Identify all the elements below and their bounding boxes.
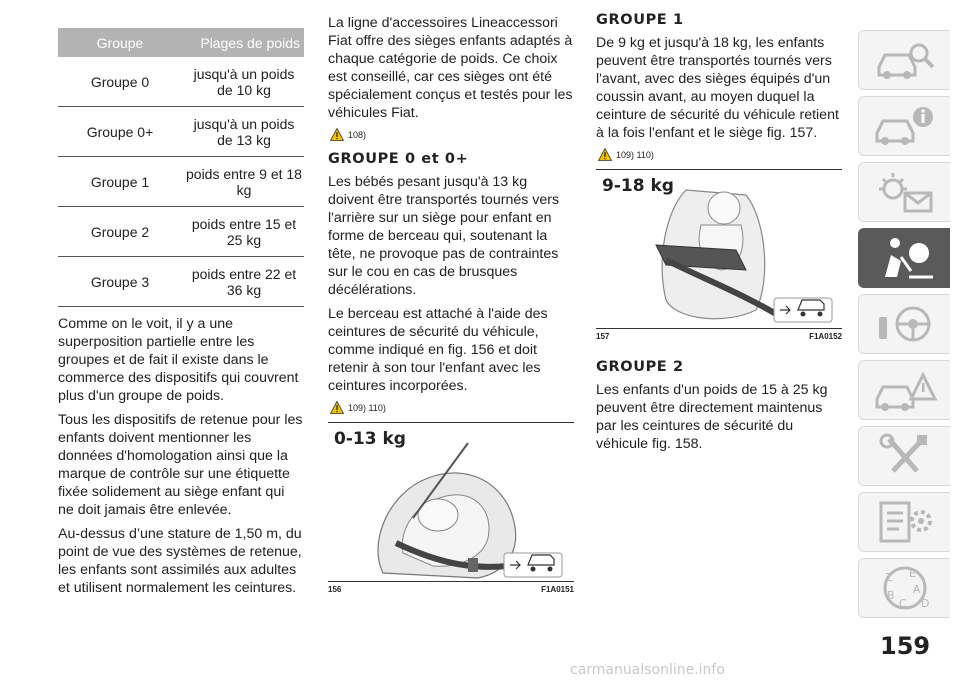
svg-text:E: E — [908, 567, 916, 580]
figure-caption — [596, 332, 842, 341]
sidebar-tab-alphabet-index[interactable] — [858, 558, 950, 618]
car-breakdown-icon — [869, 365, 941, 415]
svg-text:A: A — [912, 583, 921, 596]
figure-number: 156 — [328, 585, 342, 594]
warning-ref: 109) 110) — [616, 149, 654, 160]
paragraph: Les bébés pesant jusqu'à 13 kg doivent être transportés tournés vers l'arrière sur un siège pour enfant en forme de berceau qui, soutenant la tête, ne provoque pas de contraintes sur le cou en cas de brusques décélérations. — [328, 174, 560, 298]
table-row — [58, 107, 304, 157]
column-2 — [328, 14, 574, 594]
paragraph: Le berceau est attaché à l'aide des ceintures de sécurité du véhicule, comme indiqué en fig. 156 et doit retenir à son tour l'enfant avec les ceintures incorporées. — [328, 306, 548, 394]
car-search-icon — [869, 35, 941, 85]
watermark: carmanualsonline.info — [570, 662, 725, 678]
warning-note — [330, 128, 574, 141]
table-row — [58, 207, 304, 257]
warning-note — [330, 401, 574, 414]
figure-157 — [596, 169, 842, 329]
sidebar-tab-airbag-seat[interactable] — [858, 228, 950, 288]
figure-weight-label: 9-18 kg — [602, 176, 674, 196]
figure-weight-label: 0-13 kg — [334, 429, 406, 449]
table-cell-weight: poids entre 9 et 18 kg — [182, 157, 304, 207]
paragraph: Comme on le voit, il y a une superposition partielle entre les groupes et de fait il existe dans le commerce des dispositifs qui couvrent plus d'un groupe de poids. — [58, 316, 299, 404]
table-cell-weight: poids entre 15 et 25 kg — [182, 207, 304, 257]
column-1 — [58, 0, 304, 597]
sidebar-tab-car-breakdown[interactable] — [858, 360, 950, 420]
table-header-group: Groupe — [58, 28, 182, 57]
section-heading: GROUPE 0 et 0+ — [328, 151, 469, 167]
sidebar-tab-warning-lights[interactable] — [858, 162, 950, 222]
svg-text:B: B — [886, 589, 895, 602]
figure-code: F1A0152 — [809, 332, 842, 341]
figure-code: F1A0151 — [541, 585, 574, 594]
section-heading: GROUPE 2 — [596, 359, 684, 375]
paragraph: De 9 kg et jusqu'à 18 kg, les enfants peuvent être transportés tournés vers l'avant, avec des sièges équipés d'un coussin avant, au moyen duquel la ceinture de sécurité du véhicule retient à la fois l'enfant et le siège fig. 157. — [596, 35, 839, 141]
warning-note — [598, 148, 842, 161]
figure-156 — [328, 422, 574, 582]
warning-triangle-icon — [330, 401, 344, 414]
table-cell-weight: jusqu'à un poids de 10 kg — [182, 57, 304, 107]
paragraph: La ligne d'accessoires Lineaccessori Fiat offre des sièges enfants adaptés à chaque catégorie de poids. Ce choix est conseillé, car ces sièges ont été spécialement conçus et testés pour les véhicules Fiat. — [328, 15, 573, 121]
car-info-icon — [869, 101, 941, 151]
table-cell-group: Groupe 1 — [58, 157, 182, 207]
warning-triangle-icon — [598, 148, 612, 161]
svg-text:C: C — [898, 597, 907, 610]
svg-text:D: D — [920, 597, 929, 610]
figure-number: 157 — [596, 332, 610, 341]
warning-ref: 108) — [348, 129, 367, 140]
table-header-weight: Plages de poids — [182, 28, 304, 57]
sidebar-tab-document-gear[interactable] — [858, 492, 950, 552]
table-cell-weight: jusqu'à un poids de 13 kg — [182, 107, 304, 157]
figure-caption — [328, 585, 574, 594]
airbag-seat-icon — [869, 233, 941, 283]
table-cell-group: Groupe 0+ — [58, 107, 182, 157]
chapter-sidebar — [858, 30, 950, 624]
weight-groups-table — [58, 28, 304, 307]
paragraph: Au-dessus d’une stature de 1,50 m, du point de vue des systèmes de retenue, les enfants sont assimilés aux adultes et utilisent normalement les ceintures. — [58, 526, 302, 596]
column-3 — [596, 12, 842, 453]
section-heading: GROUPE 1 — [596, 12, 684, 28]
document-gear-icon — [869, 497, 941, 547]
warning-lights-icon — [869, 167, 941, 217]
table-row — [58, 57, 304, 107]
sidebar-tab-steering-wheel[interactable] — [858, 294, 950, 354]
sidebar-tab-wrench-car[interactable] — [858, 426, 950, 486]
table-cell-group: Groupe 3 — [58, 257, 182, 307]
warning-ref: 109) 110) — [348, 402, 386, 413]
steering-wheel-icon — [869, 299, 941, 349]
table-cell-weight: poids entre 22 et 36 kg — [182, 257, 304, 307]
table-row — [58, 157, 304, 207]
wrench-car-icon — [869, 431, 941, 481]
table-row — [58, 257, 304, 307]
svg-text:Z: Z — [884, 571, 893, 584]
table-cell-group: Groupe 0 — [58, 57, 182, 107]
table-cell-group: Groupe 2 — [58, 207, 182, 257]
paragraph: Tous les dispositifs de retenue pour les enfants doivent mentionner les données d'homologation ainsi que la marque de contrôle sur une étiquette fixée solidement au siège enfant qui ne doit jamais être enlevée. — [58, 412, 303, 518]
table-header-row — [58, 28, 304, 57]
warning-triangle-icon — [330, 128, 344, 141]
sidebar-tab-car-info[interactable] — [858, 96, 950, 156]
sidebar-tab-car-search[interactable] — [858, 30, 950, 90]
page-number: 159 — [880, 632, 931, 660]
paragraph: Les enfants d'un poids de 15 à 25 kg peuvent être directement maintenus par les ceintures de sécurité du véhicule fig. 158. — [596, 382, 828, 452]
alphabet-index-icon — [869, 563, 941, 613]
